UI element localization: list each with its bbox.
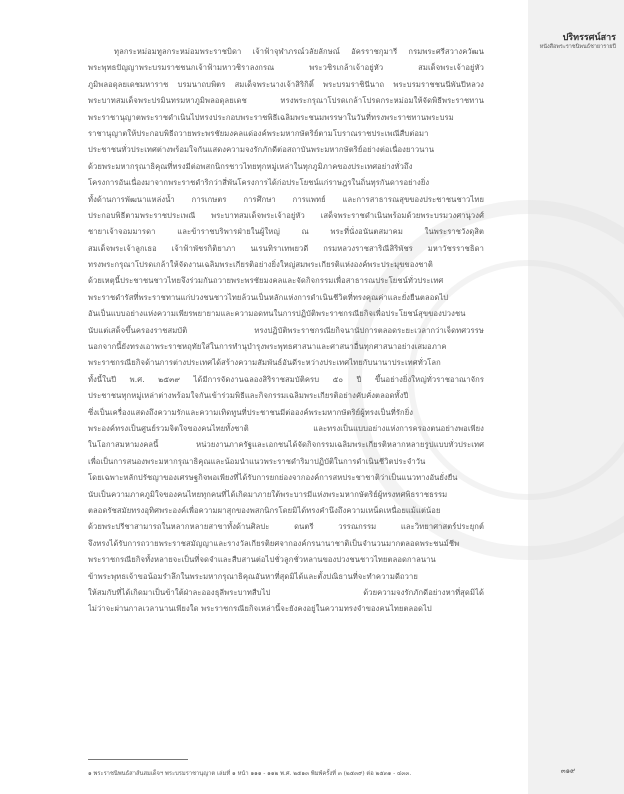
body-line: ประชาชนทุกหมู่เหล่าต่างพร้อมใจกันเข้าร่วมพิธีและกิจกรรมเฉลิมพระเกียรติอย่างคับคั่งตลอดทั้งปี [88, 391, 409, 401]
body-line: นับแต่เสด็จขึ้นครองราชสมบัติ ทรงปฏิบัติพระราชกรณียกิจนานัปการตลอดระยะเวลากว่าเจ็ดทศวรรษ [88, 325, 484, 335]
body-line: ชายาเจ้าจอมมารดา และข้าราชบริพารฝ่ายในผู้ใหญ่ ณ พระที่นั่งอนันตสมาคม ในพระราชวังดุสิต [88, 227, 484, 237]
body-line: ด้วยเหตุนี้ประชาชนชาวไทยจึงร่วมกันถวายพระพรชัยมงคลและจัดกิจกรรมเพื่อสาธารณประโยชน์ทั่วประเทศ [88, 276, 444, 286]
body-line: นอกจากนี้ยังทรงเอาพระราชหฤทัยใส่ในการทำนุบำรุงพระพุทธศาสนาและศาสนาอื่นทุกศาสนาอย่างเสมอภาค [88, 342, 447, 352]
body-line: ตลอดรัชสมัยทรงอุทิศพระองค์เพื่อความผาสุกของพสกนิกรโดยมิได้ทรงคำนึงถึงความเหน็ดเหนื่อยแม้แต่น้อย [88, 505, 441, 515]
body-line: ในโอกาสมหามงคลนี้ หน่วยงานภาครัฐและเอกชนได้จัดกิจกรรมเฉลิมพระเกียรติหลากหลายรูปแบบทั่วประเทศ [88, 440, 484, 450]
footnote-separator [88, 759, 188, 760]
body-line: ทั้งนี้ในปี พ.ศ. ๒๕๓๙ ได้มีการจัดงานฉลองสิริราชสมบัติครบ ๕๐ ปี ขึ้นอย่างยิ่งใหญ่ทั่วราชอาณาจักร [88, 374, 484, 384]
body-line: เพื่อเป็นการสนองพระมหากรุณาธิคุณและน้อมนำแนวพระราชดำริมาปฏิบัติในการดำเนินชีวิตประจำวัน [88, 456, 426, 466]
body-line: อันเป็นแบบอย่างแห่งความเพียรพยายามและความอดทนในการปฏิบัติพระราชกรณียกิจเพื่อประโยชน์สุขของปวงชน [88, 309, 466, 319]
footnote: ๑ พระราชนิพนธ์สาส์นสมเด็จฯ พระบรมราชานุญาต เล่มที่ ๑ หน้า ๑๑๑ - ๑๑๒ พ.ศ. ๒๕๑๓ พิมพ์ครั้งที่ ๓ (๒๕๓๙) ต่อ ๒๕๓๑ - ๔๓๓. [88, 771, 412, 777]
body-line: พระราชดำรัสที่พระราชทานแก่ปวงชนชาวไทยล้วนเป็นหลักแห่งการดำเนินชีวิตที่ทรงคุณค่าและยั่งยืนตลอดไป [88, 292, 449, 302]
body-line: ทั้งด้านการพัฒนาแหล่งน้ำ การเกษตร การศึกษา การแพทย์ และการสาธารณสุขของประชาชนชาวไทย [88, 194, 484, 204]
body-line: พระองค์ทรงเป็นศูนย์รวมจิตใจของคนไทยทั้งชาติ และทรงเป็นแบบอย่างแห่งการครองตนอย่างพอเพียง [88, 423, 484, 433]
body-line: สมเด็จพระเจ้าลูกเธอ เจ้าฟ้าพัชรกิติยาภา นเรนทิราเทพยวดี กรมหลวงราชสาริณีสิริพัชร มหาวัชรราชธิดา [88, 243, 484, 253]
body-line: ราชานุญาตให้ประกอบพิธีถวายพระพรชัยมงคลแด่องค์พระมหากษัตริย์ตามโบราณราชประเพณีสืบต่อมา [88, 128, 429, 138]
body-line: พระราชกรณียกิจทั้งหลายจะเป็นที่จดจำและสืบสานต่อไปชั่วลูกชั่วหลานของปวงชนชาวไทยตลอดกาลนาน [88, 555, 436, 565]
body-line: ทรงพระกรุณาโปรดเกล้าให้จัดงานเฉลิมพระเกียรติอย่างยิ่งใหญ่สมพระเกียรติแห่งองค์พระประมุขของชาติ [88, 260, 433, 270]
page-side-band [528, 0, 624, 794]
running-header-title: ปริทรรศน์สาร [562, 33, 616, 43]
body-line: โดยเฉพาะหลักปรัชญาของเศรษฐกิจพอเพียงที่ได้รับการยกย่องจากองค์การสหประชาชาติว่าเป็นแนวทางอันยั่งยืน [88, 473, 458, 483]
running-header-subtitle: หนังสือพระราชนิพนธ์ชายารายปี [539, 44, 616, 50]
body-line: พระบาทสมเด็จพระปรมินทรมหาภูมิพลอดุลยเดช ทรงพระกรุณาโปรดเกล้าโปรดกระหม่อมให้จัดพิธีพระราชทาน [88, 96, 484, 106]
body-text [88, 44, 484, 618]
body-line: พระราชกรณียกิจด้านการต่างประเทศได้สร้างความสัมพันธ์อันดีระหว่างประเทศไทยกับนานาประเทศทั่วโลก [88, 358, 441, 368]
body-line: ภูมิพลอดุลยเดชมหาราช บรมนาถบพิตร สมเด็จพระนางเจ้าสิริกิติ์ พระบรมราชินีนาถ พระบรมราชชนนีพันปีหลวง [88, 79, 484, 89]
body-line: ด้วยพระมหากรุณาธิคุณที่ทรงมีต่อพสกนิกรชาวไทยทุกหมู่เหล่าในทุกภูมิภาคของประเทศอย่างทั่วถึง [88, 161, 413, 171]
body-line: จึงทรงได้รับการถวายพระราชสมัญญาและรางวัลเกียรติยศจากองค์กรนานาชาติเป็นจำนวนมากตลอดพระชนม์ชีพ [88, 538, 460, 548]
body-line: ข้าพระพุทธเจ้าขอน้อมรำลึกในพระมหากรุณาธิคุณอันหาที่สุดมิได้และตั้งปณิธานที่จะทำความดีถวาย [88, 571, 418, 581]
page-number: ๓๑๙ [560, 767, 576, 775]
body-line: ประชาชนทั่วประเทศต่างพร้อมใจกันแสดงความจงรักภักดีต่อสถาบันพระมหากษัตริย์อย่างต่อเนื่องยาวนาน [88, 145, 435, 155]
body-line: โครงการอันเนื่องมาจากพระราชดำริกว่าสี่พันโครงการได้ก่อประโยชน์แก่ราษฎรในถิ่นทุรกันดารอย่างยิ่ง [88, 178, 430, 188]
body-line: พระราชานุญาตพระราชดำเนินไปทรงประกอบพระราชพิธีเฉลิมพระชนมพรรษาในวันที่ทรงพระราชทานพระบรม [88, 112, 454, 122]
body-line: นับเป็นความภาคภูมิใจของคนไทยทุกคนที่ได้เกิดมาภายใต้พระบารมีแห่งพระมหากษัตริย์ผู้ทรงทศพิธราชธรรม [88, 489, 448, 499]
body-line: ด้วยพระปรีชาสามารถในหลากหลายสาขาทั้งด้านศิลปะ ดนตรี วรรณกรรม และวิทยาศาสตร์ประยุกต์ [88, 522, 484, 532]
body-line: ซึ่งเป็นเครื่องแสดงถึงความรักและความเทิดทูนที่ประชาชนมีต่อองค์พระมหากษัตริย์ผู้ทรงเป็นที่รักยิ่ง [88, 407, 414, 417]
body-line: พระพุทธปัญญาพระบรมราชชนกเจ้าฟ้ามหาวชิราลงกรณ พระวชิรเกล้าเจ้าอยู่หัว สมเด็จพระเจ้าอยู่หัว [88, 63, 484, 73]
body-line: ประกอบพิธีตามพระราชประเพณี พระบาทสมเด็จพระเจ้าอยู่หัว เสด็จพระราชดำเนินพร้อมด้วยพระบรมวงศานุวงศ์ [88, 210, 484, 220]
body-line: ให้สมกับที่ได้เกิดมาเป็นข้าใต้ฝ่าละอองธุลีพระบาทสืบไป ด้วยความจงรักภักดีอย่างหาที่สุดมิได้ [88, 587, 484, 597]
body-line: ทุลกระหม่อมทูลกระหม่อมพระราชบิดา เจ้าฟ้าจุฬาภรณ์วลัยลักษณ์ อัครราชกุมารี กรมพระศรีสวางควัฒน [114, 47, 484, 56]
body-line: ไม่ว่าจะผ่านกาลเวลานานเพียงใด พระราชกรณียกิจเหล่านี้จะยังคงอยู่ในความทรงจำของคนไทยตลอดไป [88, 604, 432, 614]
